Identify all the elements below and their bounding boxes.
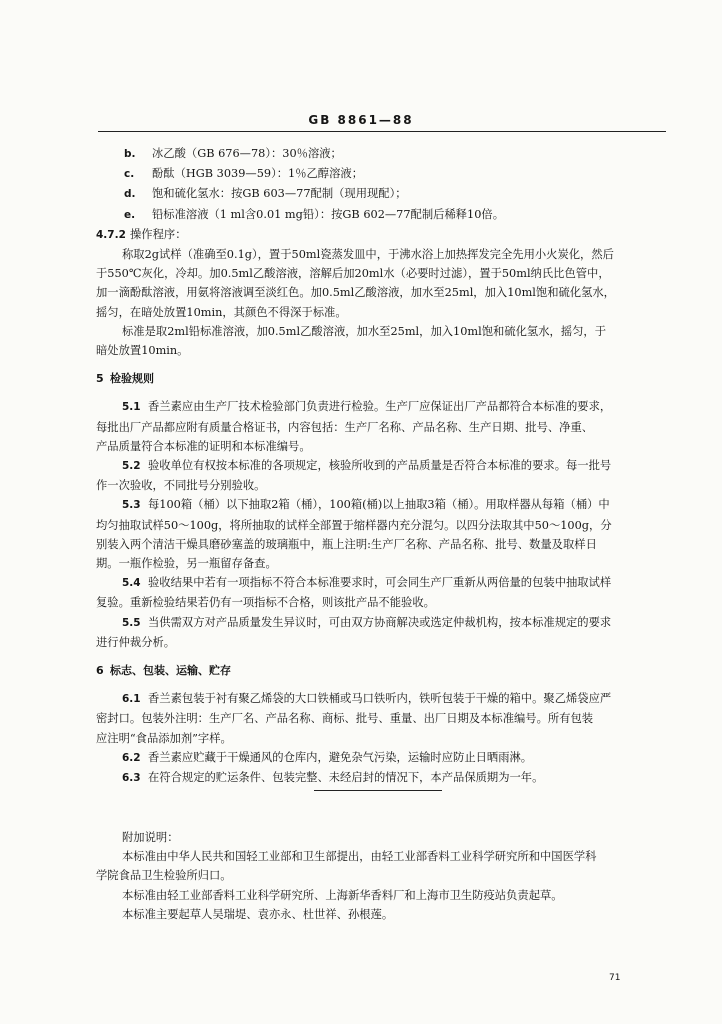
- procedure-line: 标准是取2ml铅标准溶液，加0.5ml乙酸溶液，加水至25ml，加入10ml饱和硫化氢水，摇匀，于: [122, 324, 607, 338]
- clause-line: 期。一瓶作检验，另一瓶留存备查。: [96, 557, 277, 571]
- clause-text: 香兰素应由生产厂技术检验部门负责进行检验。生产厂应保证出厂产品都符合本标准的要求，: [148, 400, 612, 414]
- clause-6-2: [96, 748, 664, 768]
- clause-6-3: [96, 768, 664, 788]
- clause-number: 5.2: [122, 460, 141, 473]
- procedure-line: 摇匀，在暗处放置10min，其颜色不得深于标准。: [96, 305, 347, 319]
- appendix-line: 学院食品卫生检验所归口。: [96, 869, 232, 883]
- reagent-item-c: [96, 164, 664, 184]
- section-number: 5: [96, 372, 104, 386]
- section-number: 6: [96, 664, 104, 678]
- reagent-item-e: [96, 205, 664, 225]
- appendix-line: 本标准主要起草人吴瑞堤、袁亦永、杜世祥、孙根莲。: [122, 907, 394, 921]
- clause-number: 5.4: [122, 577, 141, 590]
- procedure-line: 称取2g试样（准确至0.1g），置于50ml瓷蒸发皿中，于沸水浴上加热挥发完全先用小火炭化，然后: [122, 248, 614, 262]
- clause-number: 6.1: [122, 693, 141, 706]
- procedure-line: 于550℃灰化，冷却。加0.5ml乙酸溶液，溶解后加20ml水（必要时过滤），置于50ml纳氏比色管中，: [96, 267, 610, 281]
- clause-line: 进行仲裁分析。: [96, 635, 176, 649]
- clause-line: 产品质量符合本标准的证明和本标准编号。: [96, 439, 311, 453]
- clause-line: 应注明“食品添加剂”字样。: [96, 731, 232, 745]
- clause-text: 每100箱（桶）以下抽取2箱（桶），100箱(桶)以上抽取3箱（桶）。用取样器从每箱（桶）中: [148, 498, 610, 512]
- clause-text: 当供需双方对产品质量发生异议时，可由双方协商解决或选定仲裁机构，按本标准规定的要求: [148, 615, 612, 629]
- procedure-line: 暗处放置10min。: [96, 344, 189, 358]
- clause-line: 每批出厂产品都应附有质量合格证书，内容包括：生产厂名称、产品名称、生产日期、批号、净重、: [96, 420, 594, 434]
- clause-text: 在符合规定的贮运条件、包装完整、未经启封的情况下，本产品保质期为一年。: [148, 771, 544, 785]
- appendix-line: 本标准由中华人民共和国轻工业部和卫生部提出，由轻工业部香料工业科学研究所和中国医学科: [122, 850, 597, 864]
- clause-6-1: [96, 689, 664, 709]
- clause-line: 别装入两个清洁干燥具磨砂塞盖的玻璃瓶中，瓶上注明:生产厂名称、产品名称、批号、数量及取样日: [96, 537, 597, 551]
- reagent-item-b: [96, 144, 664, 164]
- clause-number: 4.7.2: [96, 228, 126, 241]
- clause-number: 5.1: [122, 401, 141, 414]
- clause-line: 作一次验收，不同批号分别验收。: [96, 479, 266, 493]
- clause-text: 香兰素应贮藏于干燥通风的仓库内，避免杂气污染，运输时应防止日晒雨淋。: [148, 750, 533, 764]
- clause-text: 香兰素包装于衬有聚乙烯袋的大口铁桶或马口铁听内，铁听包装于干燥的箱中。聚乙烯袋应严: [148, 692, 612, 706]
- reagent-label: b.: [124, 148, 136, 160]
- standard-number-header: GB 8861—88: [308, 113, 414, 127]
- reagent-text: 酚酞（HGB 3039—59）：1％乙醇溶液；: [152, 167, 363, 181]
- reagent-text: 铅标准溶液（1 ml含0.01 mg铅）：按GB 602—77配制后稀释10倍。: [152, 207, 505, 221]
- procedure-line: 加一滴酚酞溶液，用氨将溶液调至淡红色。加0.5ml乙酸溶液，加水至25ml，加入10ml饱和硫化氢水，: [96, 286, 615, 300]
- clause-5-2: [96, 456, 664, 476]
- clause-number: 6.3: [122, 772, 141, 785]
- appendix-line: 本标准由轻工业部香料工业科学研究所、上海新华香料厂和上海市卫生防疫站负责起草。: [122, 888, 563, 902]
- additional-notes: [96, 828, 664, 924]
- reagent-text: 饱和硫化氢水：按GB 603—77配制（现用现配）；: [152, 187, 407, 201]
- page-number: 71: [609, 973, 621, 983]
- clause-5-3: [96, 495, 664, 515]
- clause-number: 5.3: [122, 499, 141, 512]
- clause-5-5: [96, 613, 664, 633]
- procedure-title: 操作程序：: [130, 227, 187, 241]
- clause-line: 均匀抽取试样50～100g，将所抽取的试样全部置于缩样器内充分混匀。以四分法取其中50～100g，分: [96, 518, 612, 532]
- clause-5-1: [96, 397, 664, 417]
- clause-number: 5.5: [122, 616, 141, 629]
- reagent-label: c.: [124, 168, 135, 181]
- section-title: 标志、包装、运输、贮存: [110, 664, 231, 678]
- main-content: [96, 144, 664, 788]
- section-heading-5: [96, 369, 664, 388]
- clause-number: 6.2: [122, 751, 141, 764]
- section-heading-6: [96, 661, 664, 680]
- reagent-label: d.: [124, 188, 136, 201]
- clause-text: 验收结果中若有一项指标不符合本标准要求时，可会同生产厂重新从两倍量的包装中抽取试样: [148, 576, 612, 590]
- procedure-heading: [96, 225, 664, 245]
- appendix-title: 附加说明：: [122, 831, 179, 844]
- section-title: 检验规则: [110, 372, 154, 386]
- clause-text: 验收单位有权按本标准的各项规定，核验所收到的产品质量是否符合本标准的要求。每一批号: [148, 459, 612, 473]
- reagent-label: e.: [124, 208, 136, 221]
- end-of-standard-rule: [314, 790, 442, 791]
- reagent-item-d: [96, 184, 664, 204]
- reagent-text: 冰乙酸（GB 676—78）：30％溶液；: [152, 147, 342, 160]
- clause-5-4: [96, 573, 664, 593]
- header-rule: [98, 131, 666, 132]
- clause-line: 复验。重新检验结果若仍有一项指标不合格，则该批产品不能验收。: [96, 596, 435, 610]
- clause-line: 密封口。包装外注明：生产厂名、产品名称、商标、批号、重量、出厂日期及本标准编号。所有包装: [96, 712, 594, 726]
